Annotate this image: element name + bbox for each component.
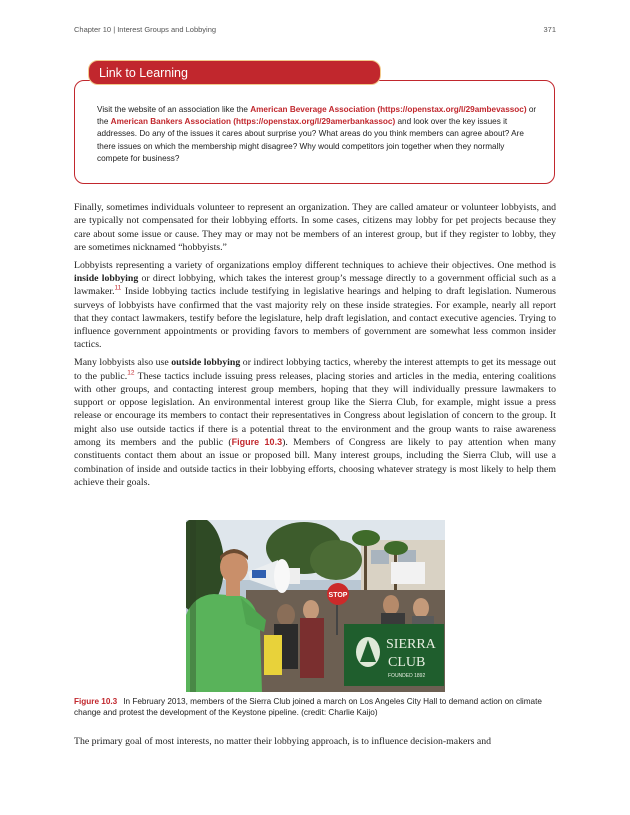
american-bankers-association-link[interactable]: American Bankers Association (https://openstax.org/l/29amerbankassoc) [110,117,396,127]
stop-sign-text: STOP [328,592,348,599]
link-to-learning-title: Link to Learning [88,60,381,85]
box-text-1: Visit the website of an association like the [97,105,251,114]
footnote-11[interactable]: 11 [114,285,122,293]
photo-illustration [186,520,445,692]
body-text [74,201,556,494]
inside-lobbying-term: inside lobbying [74,272,139,284]
paragraph-volunteer-lobbyists: Finally, sometimes individuals volunteer to represent an organization. They are called amateur or volunteer lobbyists, and are typically not compensated for their lobbying efforts. In some cases, citizens may lobby for pet projects because they care about some issue or cause. They may or may not be members of an interest group, but if they register to lobby, they are sometimes nicknamed “hobbyists.” [74,202,556,253]
p2-text-a: Lobbyists representing a variety of organizations employ different techniques to achieve their objectives. One method is [74,259,556,271]
footnote-12[interactable]: 12 [127,369,135,377]
page-number: 371 [543,25,556,34]
p3-text-c: These tactics include issuing press releases, placing stories and articles in the media, entering coalitions with other groups, and contacting interest group members, hoping that they will individually pressure lawmakers to support or oppose legislation. An environmental interest group like the Sierra Club, for example, might issue a press release or encourage its members to contact their representatives in Congress about legislation of concern to the group. It might also use outside tactics if there is a potential threat to the environment and the group wants to raise awareness among its members and the public ( [74,370,556,449]
paragraph-outside-lobbying [74,356,556,489]
banner-sierra-text: SIERRA [386,637,436,652]
link-to-learning-text [97,104,537,165]
banner-founded-text: FOUNDED 1892 [388,673,426,679]
figure-caption-text: In February 2013, members of the Sierra Club joined a march on Los Angeles City Hall to demand action on climate change and protest the development of the Keystone pipeline. (credit: Charlie Kaijo) [74,697,542,717]
outside-lobbying-term: outside lobbying [171,357,241,369]
figure-10-3-link[interactable]: Figure 10.3 [231,437,283,448]
figure-label: Figure 10.3 [74,697,118,706]
p3-text-a: Many lobbyists also use [74,357,172,369]
figure-caption [74,696,556,718]
box-text-2: or the [97,105,537,127]
p3-text-b: or indirect lobbying tactics, whereby the interest attempts to get its message out to the public. [74,357,557,382]
sierra-club-march-photo [186,520,445,692]
american-beverage-association-link[interactable]: American Beverage Association (https://openstax.org/l/29ambevassoc) [250,105,527,114]
box-text-3: and look over the key issues it addresses. Do any of the issues it cares about surprise you? What areas do you think members can agree about? Are there issues on which the membership might disagree? Why would competitors join together when they normally compete for business? [97,117,524,163]
paragraph-inside-lobbying [74,259,556,352]
chapter-title: Chapter 10 | Interest Groups and Lobbying [74,25,217,34]
running-header [74,25,556,34]
p2-text-b: or direct lobbying, which takes the interest group’s message directly to a government official such as a lawmaker. [74,272,556,298]
paragraph-primary-goal: The primary goal of most interests, no matter their lobbying approach, is to influence decision-makers and [74,736,492,747]
p2-text-c: Inside lobbying tactics include testifying in legislative hearings and helping to draft legislation. Numerous surveys of lobbyists have confirmed that the vast majority rely on these inside strategies. For example, nearly all report that they contact lawmakers, testify before the legislature, help draft legislation, and contact executive agencies. Trying to influence government appointments or providing favors to members of government are somewhat less common insider tactics. [74,286,556,351]
p3-text-d: ). Members of Congress are likely to pay attention when many constituents contact them about an issue or proposed bill. Many interest groups, including the Sierra Club, will use a combination of inside and outside tactics in their lobbying efforts, choosing whatever strategy is most likely to help them achieve their goals. [74,437,556,488]
banner-club-text: CLUB [388,655,426,670]
